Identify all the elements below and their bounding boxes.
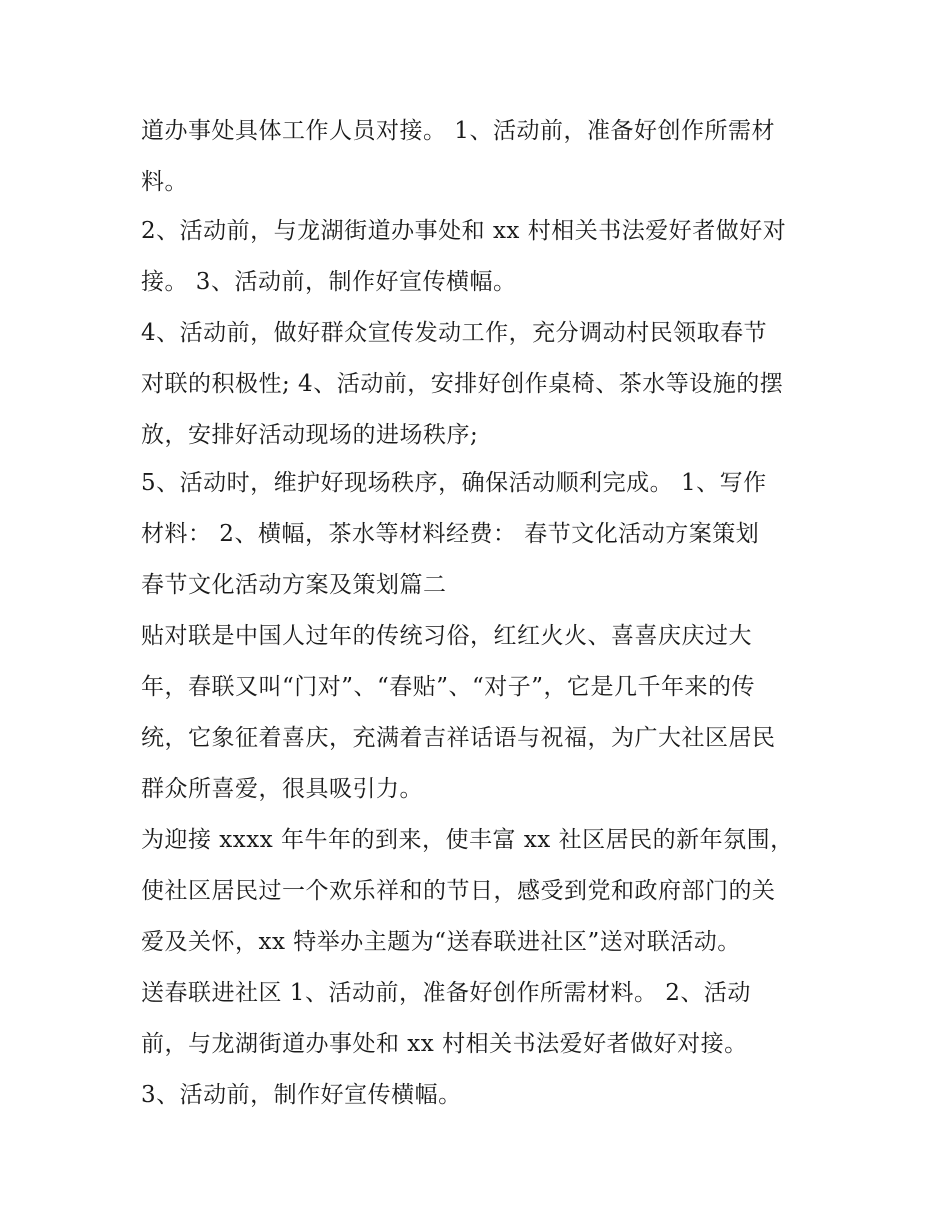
- text-line: 5、活动时，维护好现场秩序，确保活动顺利完成。 1、写作: [141, 470, 767, 496]
- text-line: 年，春联又叫“门对”、“春贴”、“对子”，它是几千年来的传: [141, 674, 756, 700]
- text-line: 道办事处具体工作人员对接。 1、活动前，准备好创作所需材: [141, 118, 775, 144]
- text-line: 使社区居民过一个欢乐祥和的节日，感受到党和政府部门的关: [141, 878, 776, 904]
- text-line: 群众所喜爱，很具吸引力。: [141, 776, 423, 802]
- text-line: 料。: [141, 169, 188, 195]
- text-line: 为迎接 xxxx 年牛年的到来，使丰富 xx 社区居民的新年氛围，: [141, 827, 794, 853]
- text-line: 统，它象征着喜庆，充满着吉祥话语与祝福，为广大社区居民: [141, 725, 776, 751]
- text-line: 材料： 2、横幅，茶水等材料经费： 春节文化活动方案策划: [141, 521, 760, 547]
- text-line: 接。 3、活动前，制作好宣传横幅。: [141, 269, 517, 295]
- text-line: 2、活动前，与龙湖街道办事处和 xx 村相关书法爱好者做好对: [141, 218, 787, 244]
- text-line: 贴对联是中国人过年的传统习俗，红红火火、喜喜庆庆过大: [141, 623, 752, 649]
- text-line: 爱及关怀，xx 特举办主题为“送春联进社区”送对联活动。: [141, 929, 741, 955]
- text-line: 4、活动前，做好群众宣传发动工作，充分调动村民领取春节: [141, 320, 768, 346]
- text-line: 对联的积极性; 4、活动前，安排好创作桌椅、茶水等设施的摆: [141, 371, 784, 397]
- section-heading: 春节文化活动方案及策划篇二: [141, 572, 447, 598]
- text-line: 前，与龙湖街道办事处和 xx 村相关书法爱好者做好对接。: [141, 1031, 748, 1057]
- text-line: 3、活动前，制作好宣传横幅。: [141, 1082, 462, 1108]
- text-line: 送春联进社区 1、活动前，准备好创作所需材料。 2、活动: [141, 980, 751, 1006]
- text-line: 放，安排好活动现场的进场秩序;: [141, 422, 479, 448]
